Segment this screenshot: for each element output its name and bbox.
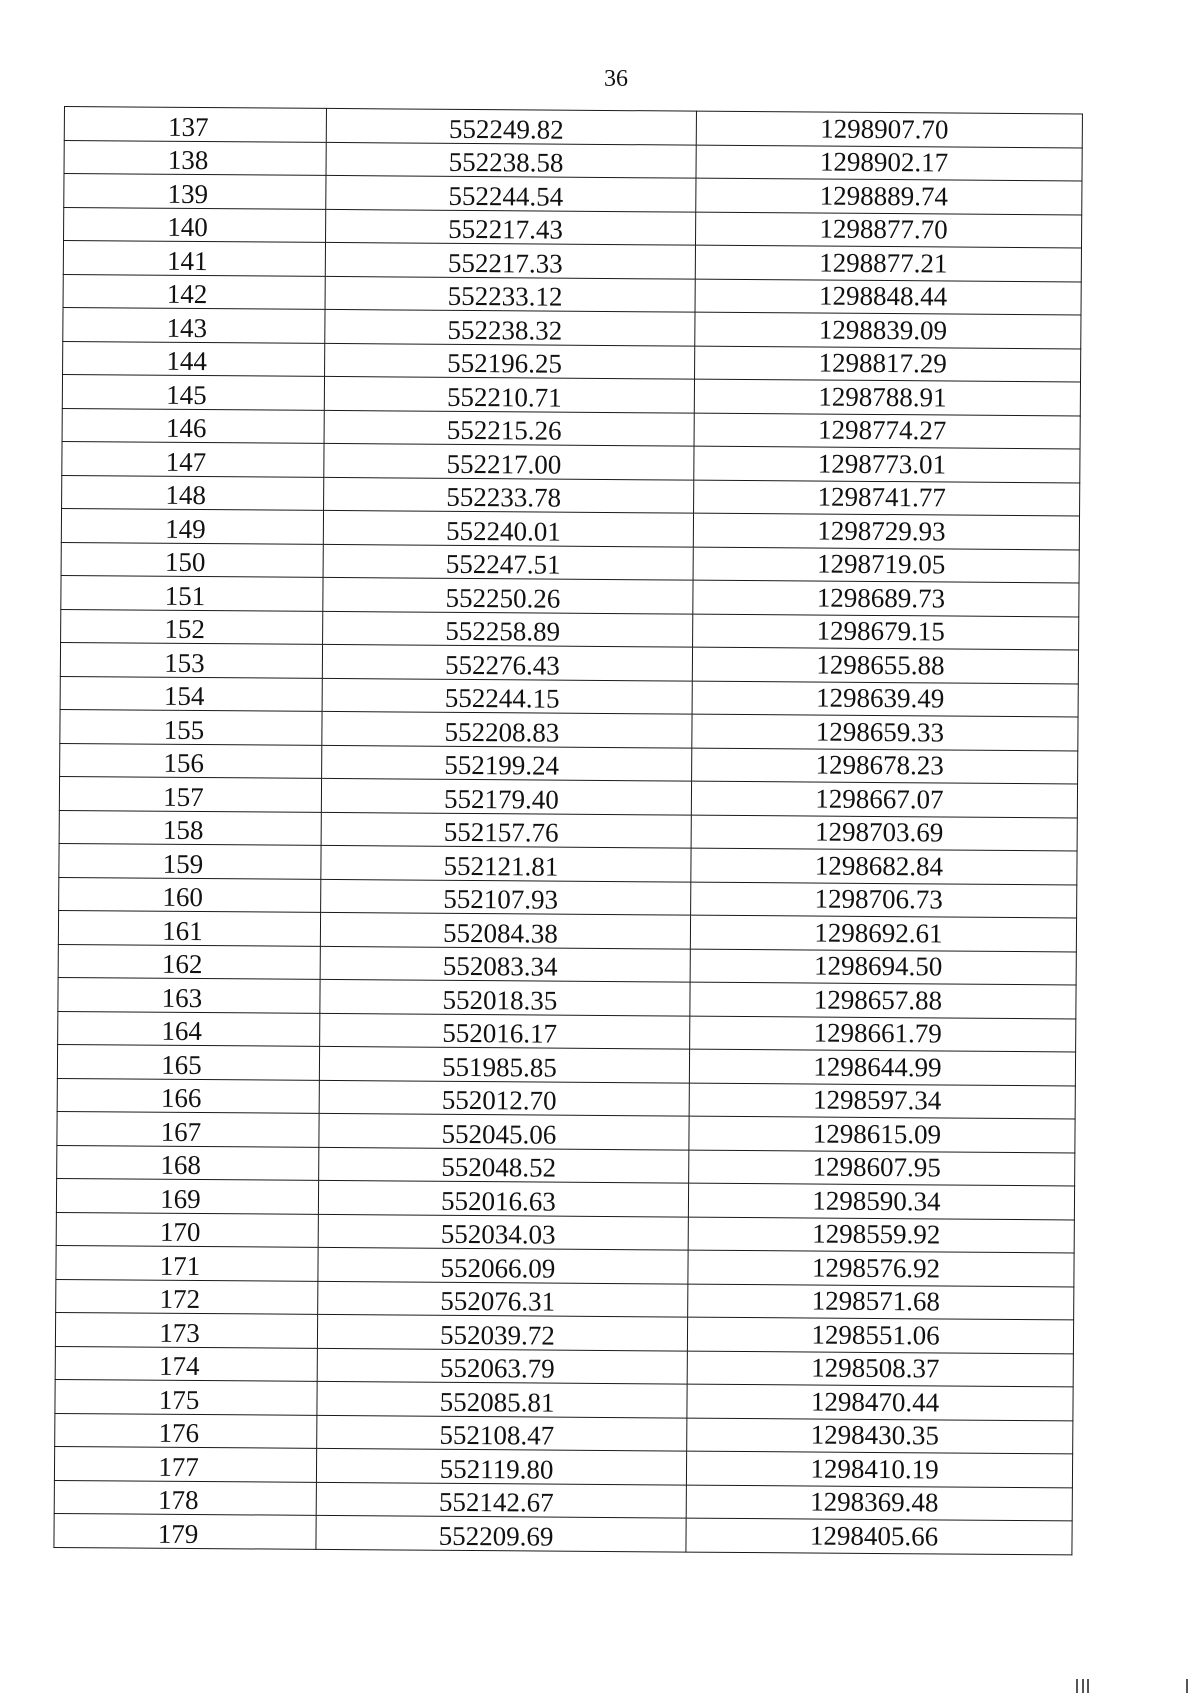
point-number-cell: 166	[57, 1078, 319, 1113]
x-coordinate-cell: 552083.34	[320, 946, 690, 982]
point-number-cell: 168	[57, 1145, 319, 1180]
y-coordinate-cell: 1298559.92	[688, 1217, 1074, 1253]
y-coordinate-cell: 1298597.34	[689, 1083, 1075, 1119]
y-coordinate-cell: 1298719.05	[693, 547, 1079, 583]
x-coordinate-cell: 552208.83	[322, 711, 692, 747]
x-coordinate-cell: 552276.43	[322, 644, 692, 680]
y-coordinate-cell: 1298551.06	[687, 1317, 1073, 1353]
x-coordinate-cell: 552199.24	[322, 745, 692, 781]
point-number-cell: 142	[63, 274, 325, 309]
point-number-cell: 143	[63, 307, 325, 342]
x-coordinate-cell: 552244.15	[322, 678, 692, 714]
y-coordinate-cell: 1298774.27	[694, 413, 1080, 449]
x-coordinate-cell: 552121.81	[321, 845, 691, 881]
y-coordinate-cell: 1298678.23	[692, 748, 1078, 784]
y-coordinate-cell: 1298615.09	[689, 1116, 1075, 1152]
x-coordinate-cell: 552012.70	[319, 1080, 689, 1116]
x-coordinate-cell: 552018.35	[320, 979, 690, 1015]
y-coordinate-cell: 1298639.49	[692, 681, 1078, 717]
x-coordinate-cell: 552016.63	[318, 1180, 688, 1216]
y-coordinate-cell: 1298682.84	[691, 848, 1077, 884]
x-coordinate-cell: 552039.72	[317, 1314, 687, 1350]
x-coordinate-cell: 552157.76	[321, 812, 691, 848]
y-coordinate-cell: 1298817.29	[695, 346, 1081, 382]
x-coordinate-cell: 552196.25	[325, 343, 695, 379]
y-coordinate-cell: 1298788.91	[694, 379, 1080, 415]
y-coordinate-cell: 1298508.37	[687, 1351, 1073, 1387]
x-coordinate-cell: 552217.00	[324, 443, 694, 479]
point-number-cell: 153	[60, 642, 322, 677]
x-coordinate-cell: 552119.80	[316, 1448, 686, 1484]
x-coordinate-cell: 552066.09	[318, 1247, 688, 1283]
point-number-cell: 160	[59, 877, 321, 912]
x-coordinate-cell: 552217.43	[326, 209, 696, 245]
x-coordinate-cell: 552016.17	[320, 1013, 690, 1049]
y-coordinate-cell: 1298410.19	[686, 1451, 1072, 1487]
x-coordinate-cell: 552249.82	[326, 108, 696, 144]
point-number-cell: 157	[59, 776, 321, 811]
point-number-cell: 177	[54, 1446, 316, 1481]
point-number-cell: 171	[56, 1245, 318, 1280]
point-number-cell: 140	[64, 207, 326, 242]
y-coordinate-cell: 1298470.44	[687, 1384, 1073, 1420]
x-coordinate-cell: 552240.01	[323, 510, 693, 546]
x-coordinate-cell: 552034.03	[318, 1214, 688, 1250]
point-number-cell: 139	[64, 174, 326, 209]
coordinates-table	[53, 106, 1083, 1555]
point-number-cell: 162	[58, 944, 320, 979]
y-coordinate-cell: 1298741.77	[694, 480, 1080, 516]
y-coordinate-cell: 1298839.09	[695, 312, 1081, 348]
y-coordinate-cell: 1298679.15	[693, 614, 1079, 650]
x-coordinate-cell: 552209.69	[316, 1515, 686, 1551]
x-coordinate-cell: 552250.26	[323, 577, 693, 613]
x-coordinate-cell: 551985.85	[319, 1046, 689, 1082]
point-number-cell: 164	[58, 1011, 320, 1046]
y-coordinate-cell: 1298773.01	[694, 446, 1080, 482]
point-number-cell: 170	[56, 1212, 318, 1247]
point-number-cell: 151	[61, 575, 323, 610]
point-number-cell: 148	[62, 475, 324, 510]
point-number-cell: 152	[61, 609, 323, 644]
x-coordinate-cell: 552107.93	[321, 879, 691, 915]
point-number-cell: 156	[60, 743, 322, 778]
x-coordinate-cell: 552258.89	[323, 611, 693, 647]
point-number-cell: 138	[64, 140, 326, 175]
y-coordinate-cell: 1298877.70	[695, 212, 1081, 248]
y-coordinate-cell: 1298405.66	[686, 1518, 1072, 1554]
x-coordinate-cell: 552238.58	[326, 142, 696, 178]
y-coordinate-cell: 1298430.35	[687, 1418, 1073, 1454]
x-coordinate-cell: 552215.26	[324, 410, 694, 446]
x-coordinate-cell: 552063.79	[317, 1348, 687, 1384]
table-row	[54, 1513, 1072, 1554]
point-number-cell: 150	[61, 542, 323, 577]
point-number-cell: 141	[63, 241, 325, 276]
x-coordinate-cell: 552233.12	[325, 276, 695, 312]
scan-mark	[1076, 1679, 1078, 1693]
x-coordinate-cell: 552244.54	[326, 175, 696, 211]
page-number: 36	[604, 66, 628, 92]
point-number-cell: 147	[62, 441, 324, 476]
point-number-cell: 158	[59, 810, 321, 845]
point-number-cell: 149	[61, 508, 323, 543]
x-coordinate-cell: 552048.52	[319, 1147, 689, 1183]
y-coordinate-cell: 1298703.69	[691, 815, 1077, 851]
y-coordinate-cell: 1298607.95	[689, 1150, 1075, 1186]
y-coordinate-cell: 1298689.73	[693, 580, 1079, 616]
point-number-cell: 175	[55, 1379, 317, 1414]
point-number-cell: 159	[59, 843, 321, 878]
y-coordinate-cell: 1298657.88	[690, 982, 1076, 1018]
y-coordinate-cell: 1298571.68	[688, 1284, 1074, 1320]
point-number-cell: 179	[54, 1513, 316, 1548]
y-coordinate-cell: 1298729.93	[693, 513, 1079, 549]
y-coordinate-cell: 1298590.34	[688, 1183, 1074, 1219]
x-coordinate-cell: 552085.81	[317, 1381, 687, 1417]
y-coordinate-cell: 1298902.17	[696, 145, 1082, 181]
y-coordinate-cell: 1298369.48	[686, 1485, 1072, 1521]
x-coordinate-cell: 552084.38	[320, 912, 690, 948]
x-coordinate-cell: 552238.32	[325, 309, 695, 345]
point-number-cell: 176	[55, 1413, 317, 1448]
y-coordinate-cell: 1298644.99	[689, 1049, 1075, 1085]
y-coordinate-cell: 1298848.44	[695, 279, 1081, 315]
point-number-cell: 165	[57, 1044, 319, 1079]
y-coordinate-cell: 1298576.92	[688, 1250, 1074, 1286]
x-coordinate-cell: 552217.33	[325, 242, 695, 278]
point-number-cell: 163	[58, 977, 320, 1012]
point-number-cell: 169	[56, 1178, 318, 1213]
scan-mark	[1087, 1679, 1089, 1693]
point-number-cell: 178	[54, 1480, 316, 1515]
point-number-cell: 167	[57, 1111, 319, 1146]
point-number-cell: 146	[62, 408, 324, 443]
y-coordinate-cell: 1298661.79	[690, 1016, 1076, 1052]
scan-mark	[1186, 1679, 1188, 1693]
point-number-cell: 172	[56, 1279, 318, 1314]
point-number-cell: 154	[60, 676, 322, 711]
y-coordinate-cell: 1298907.70	[696, 111, 1082, 147]
point-number-cell: 173	[55, 1312, 317, 1347]
point-number-cell: 155	[60, 709, 322, 744]
x-coordinate-cell: 552210.71	[324, 376, 694, 412]
coordinates-table-body	[54, 107, 1083, 1555]
point-number-cell: 145	[62, 374, 324, 409]
y-coordinate-cell: 1298692.61	[690, 915, 1076, 951]
x-coordinate-cell: 552108.47	[317, 1415, 687, 1451]
x-coordinate-cell: 552045.06	[319, 1113, 689, 1149]
x-coordinate-cell: 552142.67	[316, 1482, 686, 1518]
x-coordinate-cell: 552247.51	[323, 544, 693, 580]
point-number-cell: 161	[58, 910, 320, 945]
y-coordinate-cell: 1298694.50	[690, 949, 1076, 985]
y-coordinate-cell: 1298706.73	[691, 882, 1077, 918]
y-coordinate-cell: 1298667.07	[691, 781, 1077, 817]
scan-mark	[1082, 1679, 1084, 1693]
y-coordinate-cell: 1298655.88	[692, 647, 1078, 683]
point-number-cell: 144	[63, 341, 325, 376]
y-coordinate-cell: 1298877.21	[695, 245, 1081, 281]
x-coordinate-cell: 552233.78	[324, 477, 694, 513]
y-coordinate-cell: 1298889.74	[696, 178, 1082, 214]
x-coordinate-cell: 552179.40	[321, 778, 691, 814]
y-coordinate-cell: 1298659.33	[692, 714, 1078, 750]
point-number-cell: 174	[55, 1346, 317, 1381]
point-number-cell: 137	[64, 107, 326, 142]
x-coordinate-cell: 552076.31	[318, 1281, 688, 1317]
